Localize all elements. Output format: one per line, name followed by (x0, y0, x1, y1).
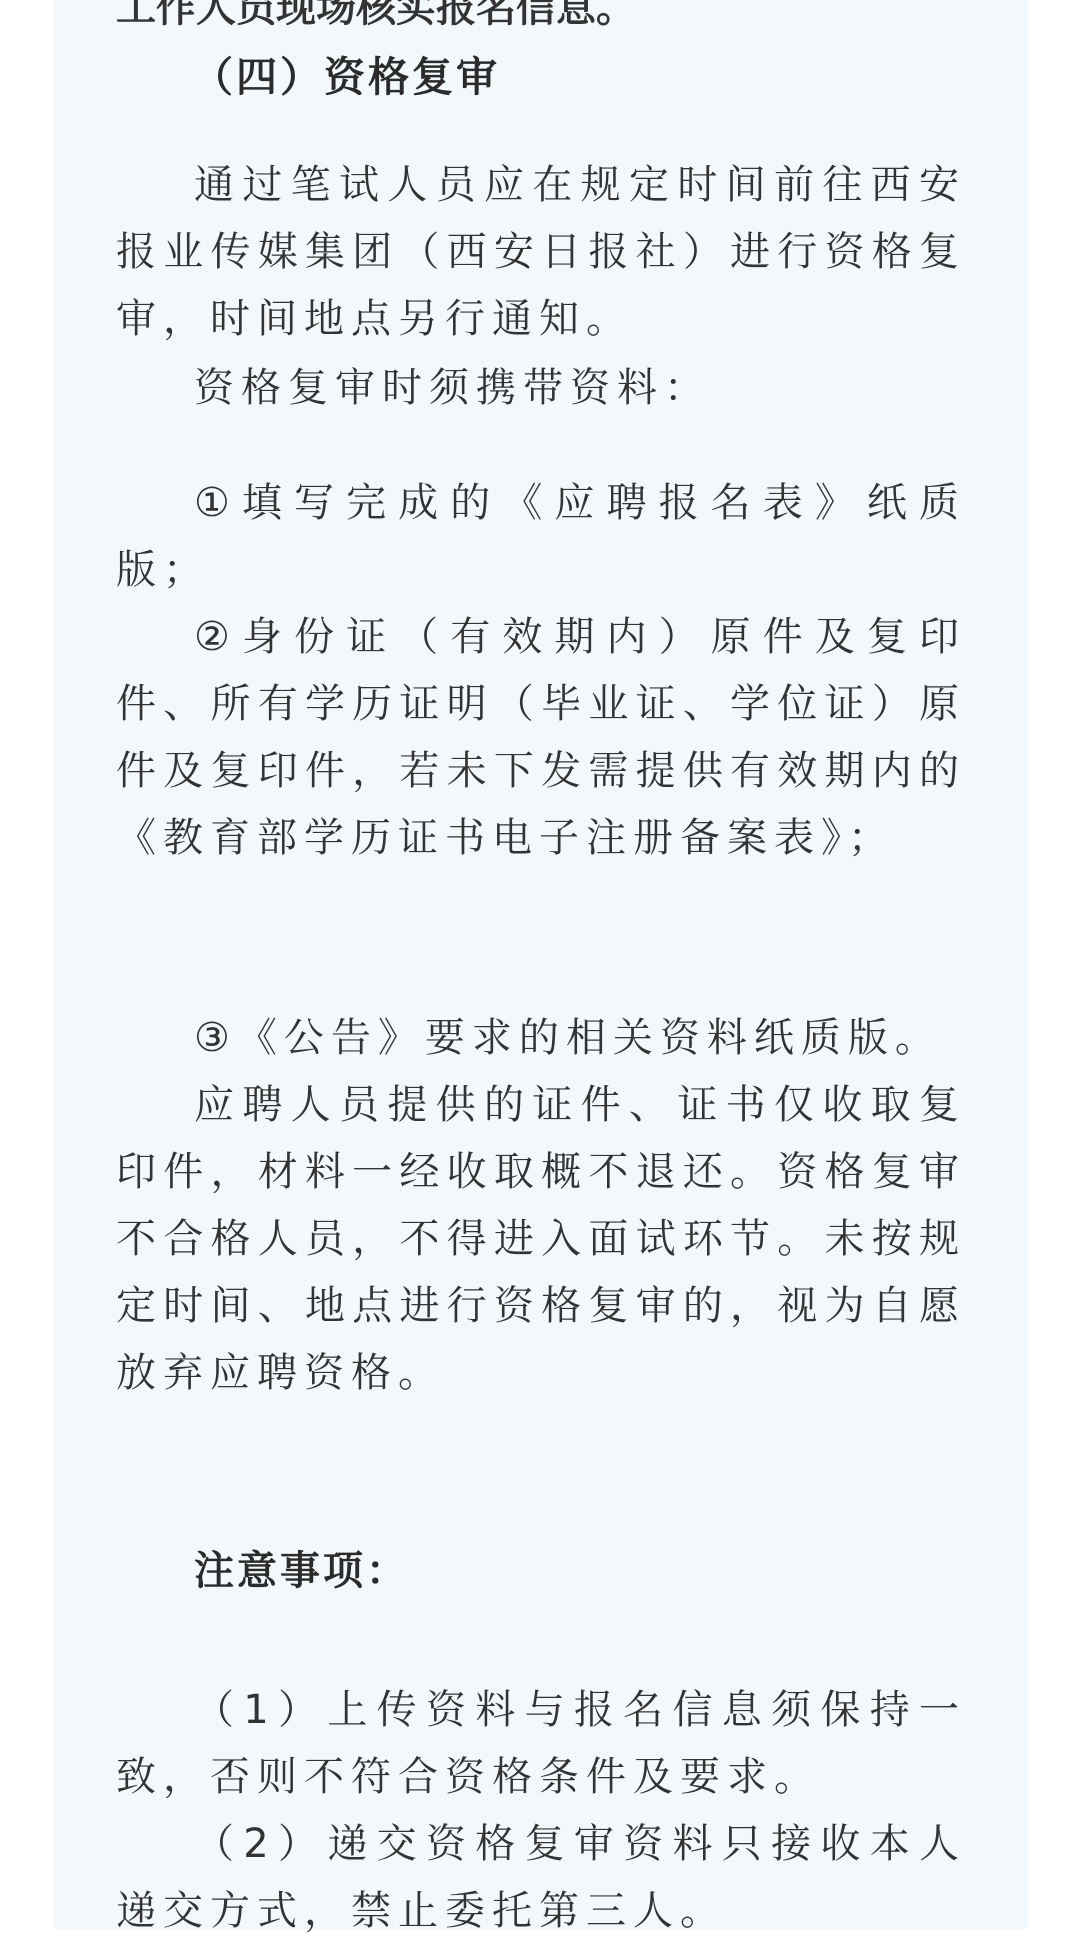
note-item-2: （2）递交资格复审资料只接收本人递交方式，禁止委托第三人。 (116, 1821, 966, 1934)
paragraph-item-2: ②身份证（有效期内）原件及复印件、所有学历证明（毕业证、学位证）原件及复印件，若未下发需提供有效期内的《教育部学历证书电子注册备案表》； (116, 614, 966, 861)
cut-off-text-line (116, 0, 636, 8)
paragraph-item-1: ①填写完成的《应聘报名表》纸质版； (116, 480, 966, 593)
section-heading: （四）资格复审 (192, 53, 500, 101)
paragraph-item-3: ③《公告》要求的相关资料纸质版。 (194, 1015, 942, 1061)
paragraph-copies-notice: 应聘人员提供的证件、证书仅收取复印件，材料一经收取概不退还。资格复审不合格人员，不得进入面试环节。未按规定时间、地点进行资格复审的，视为自愿放弃应聘资格。 (116, 1082, 966, 1396)
paragraph-materials-intro: 资格复审时须携带资料： (194, 365, 711, 411)
note-item-1: （1）上传资料与报名信息须保持一致，否则不符合资格条件及要求。 (116, 1687, 966, 1800)
paragraph-review-notice: 通过笔试人员应在规定时间前往西安报业传媒集团（西安日报社）进行资格复审，时间地点另行通知。 (116, 162, 966, 342)
notes-title: 注意事项： (194, 1548, 409, 1594)
